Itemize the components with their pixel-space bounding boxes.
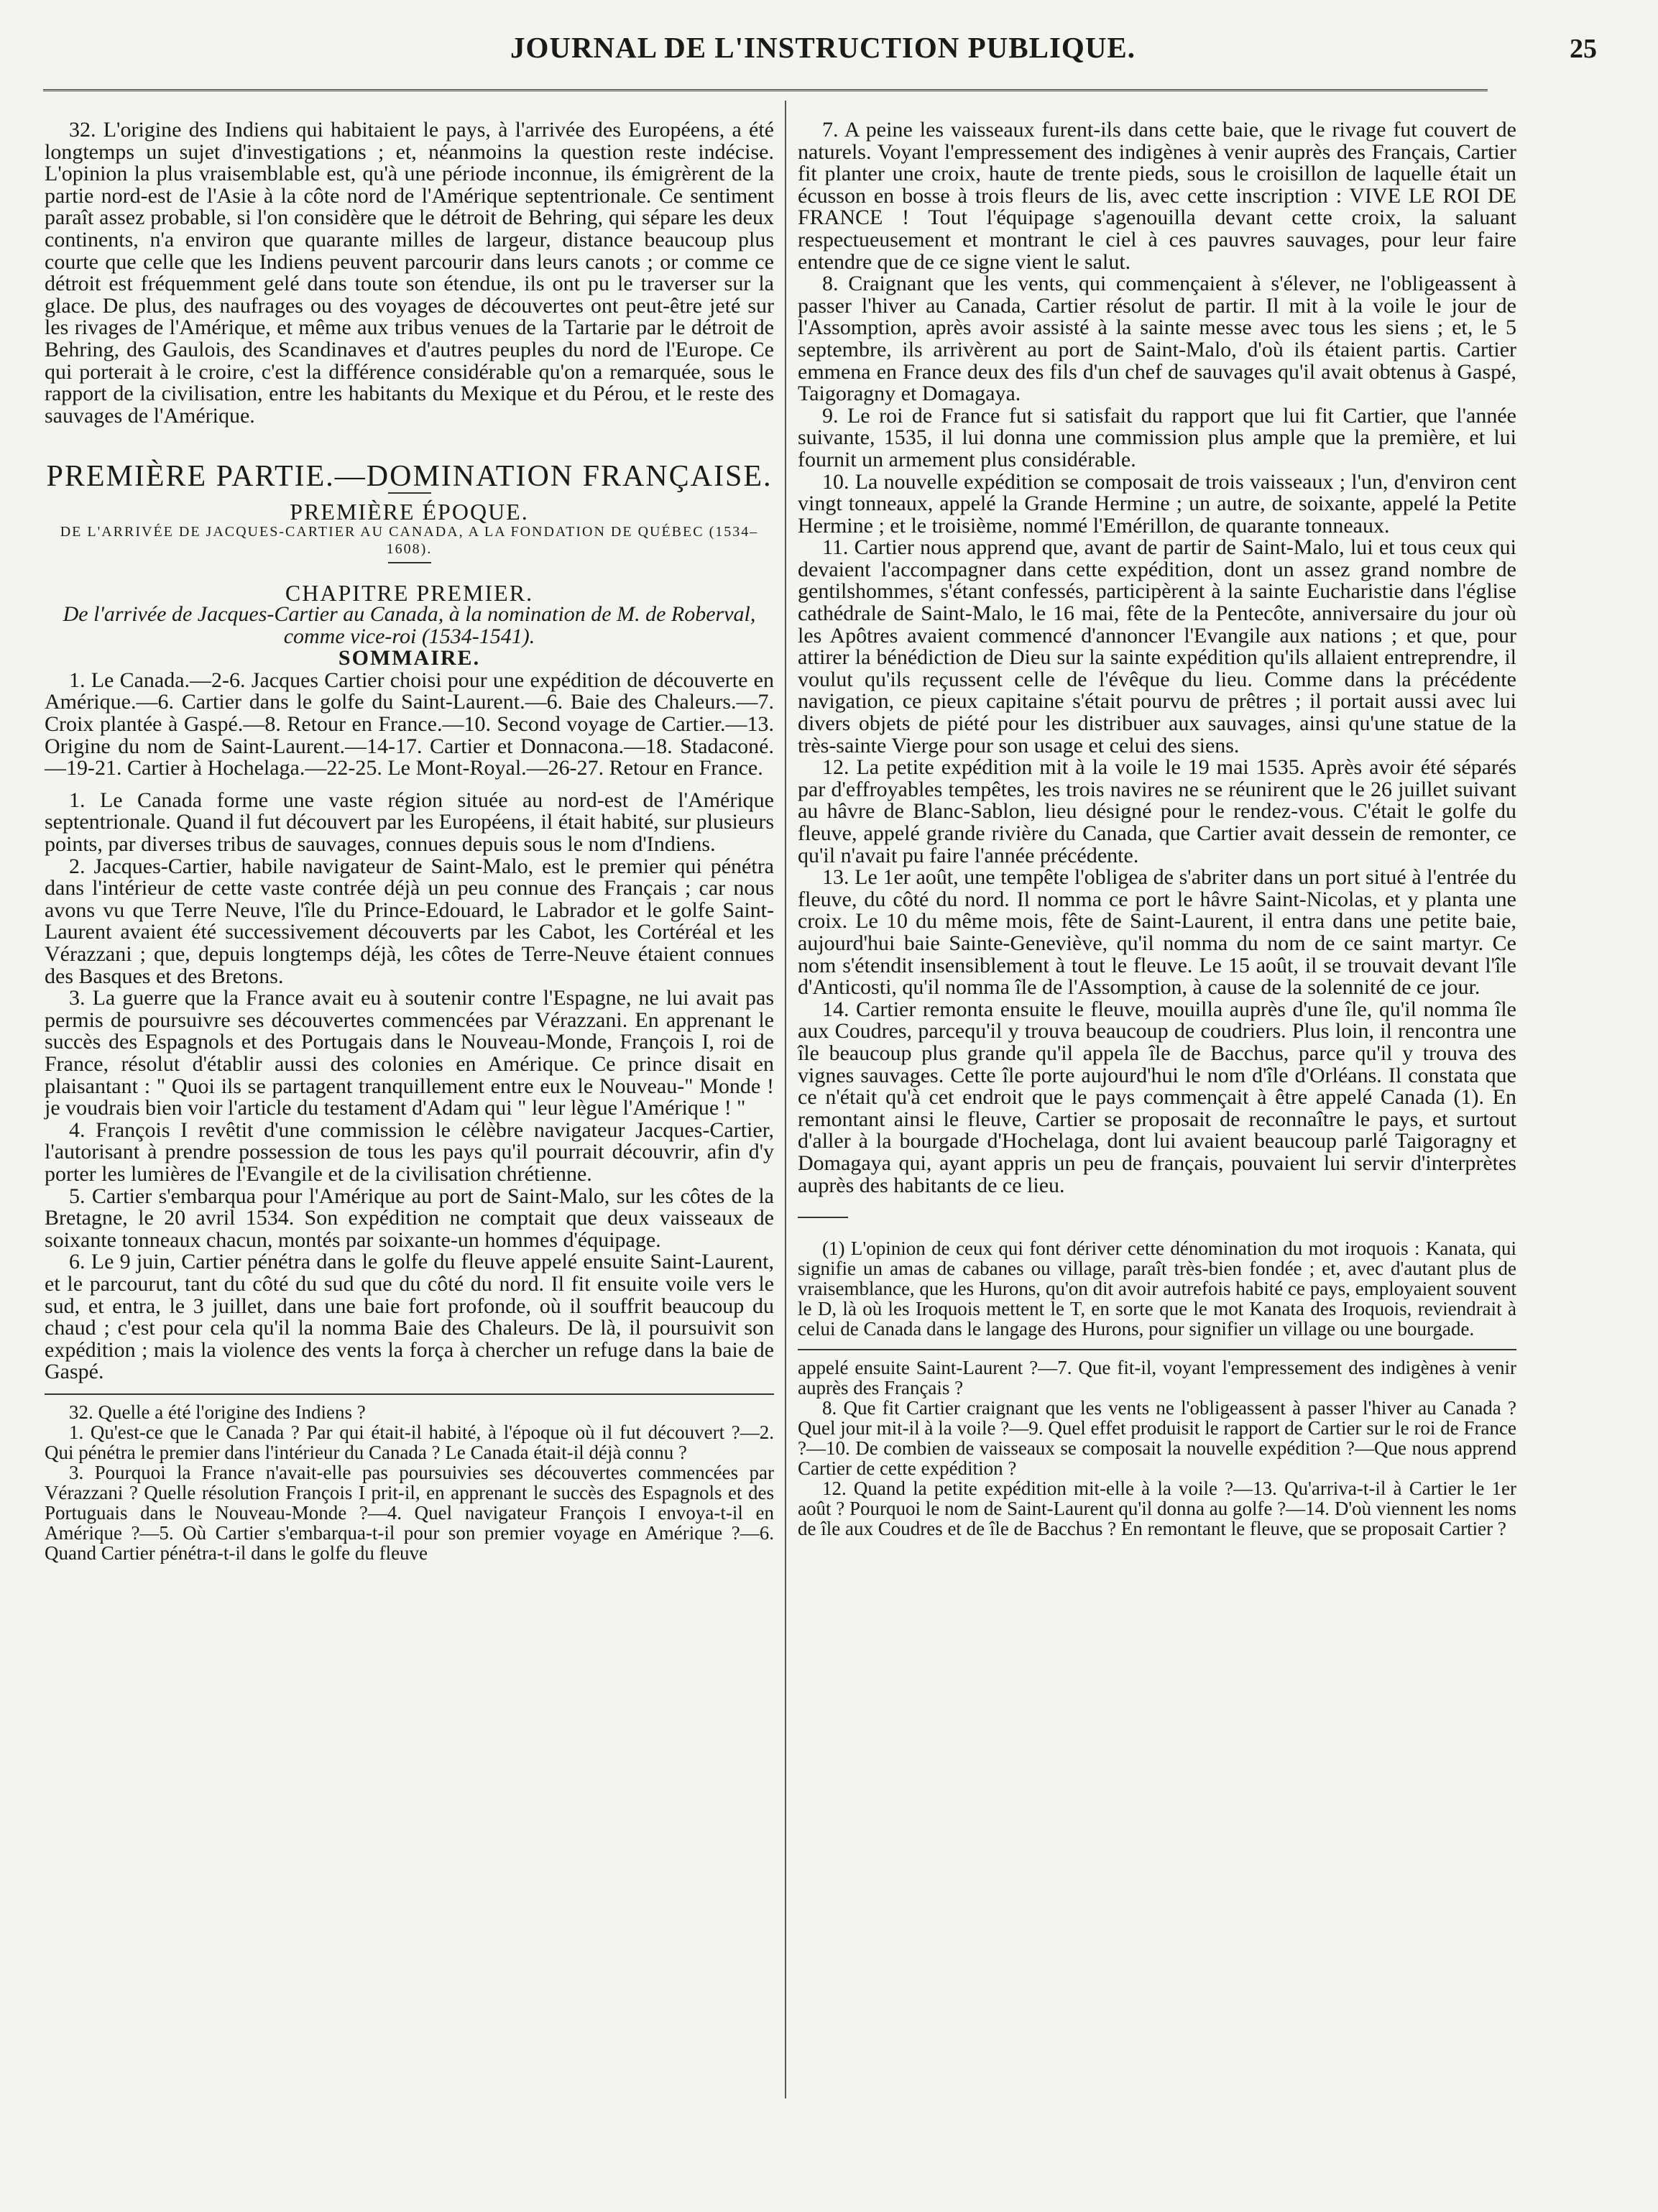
question-32: 32. Quelle a été l'origine des Indiens ?: [69, 1401, 366, 1423]
column-divider: [785, 101, 786, 2098]
page-number: 25: [1570, 34, 1597, 64]
journal-title: JOURNAL DE L'INSTRUCTION PUBLIQUE.: [510, 31, 1136, 64]
questions-3-6: 3. Pourquoi la France n'avait-elle pas poursuivies ses découvertes commencées par Vérazzani ? Quelle résolution François I prit-il, en apprenant le succès des Espagnols et des Portuguais dans le Nouveau-Monde ?—4. Quel navigateur François I envoya-t-il en Amérique ?—5. Où Cartier s'embarqua-t-il pour son premier voyage en Amérique ?—6. Quand Cartier pénétra-t-il dans le golfe du fleuve: [45, 1461, 774, 1564]
questions-12-14: 12. Quand la petite expédition mit-elle à la voile ?—13. Qu'arriva-t-il à Cartier le 1er août ? Pourquoi le nom de Saint-Laurent qu'il donna au golfe ?—14. D'où viennent les noms de île aux Coudres et de île de Bacchus ? En remontant le fleuve, que se proposait Cartier ?: [798, 1478, 1516, 1540]
part-title: PREMIÈRE PARTIE.—DOMINATION FRANÇAISE.: [46, 460, 773, 494]
chapter-title: CHAPITRE PREMIER.: [285, 579, 534, 606]
footnote: [798, 1238, 1516, 1339]
paragraph-10: 10. La nouvelle expédition se composait de trois vaisseaux ; l'un, d'environ cent vingt tonneaux, appelé la Grande Hermine ; un autre, de soixante, appelé la Petite Hermine ; et le troisième, nommé l'Emérillon, de quarante tonneaux.: [798, 469, 1516, 538]
page-header: [43, 30, 1603, 66]
header-rule: [43, 89, 1488, 91]
epoch-subtitle: DE L'ARRIVÉE DE JACQUES-CARTIER AU CANADA, A LA FONDATION DE QUÉBEC (1534–1608).: [60, 523, 759, 557]
questions-1-2: 1. Qu'est-ce que le Canada ? Par qui était-il habité, à l'époque où il fut découvert ?—2. Qui pénétra le premier dans l'intérieur du Canada ? Le Canada était-il déjà connu ?: [45, 1421, 774, 1463]
paragraph-3: 3. La guerre que la France avait eu à soutenir contre l'Espagne, ne lui avait pas permis de poursuivre ses découvertes commencées par Vérazzani. En apprenant le succès des Espagnols et des Portugais dans le Nouveau-Monde, François I, roi de France, résolut d'établir aussi des colonies en Amérique. Ce prince disait en plaisantant : " Quoi ils se partagent tranquillement entre eux le Nouveau-" Monde ! je voudrais bien voir l'article du testament d'Adam qui " leur lègue l'Amérique ! ": [45, 986, 774, 1120]
paragraph-12: 12. La petite expédition mit à la voile le 19 mai 1535. Après avoir été séparés par d'effroyables tempêtes, les trois navires ne se réunirent que le 26 juillet suivant au hâvre de Blanc-Sablon, lieu désigné pour le rendez-vous. C'était le golfe du fleuve, appelé grande rivière du Canada, que Cartier avait dessein de remonter, ce qu'il n'avait pu faire l'année précédente.: [798, 755, 1516, 867]
summary-title: SOMMAIRE.: [338, 646, 481, 670]
summary-text: 1. Le Canada.—2-6. Jacques Cartier choisi pour une expédition de découverte en Amérique.—6. Cartier dans le golfe du Saint-Laurent.—6. Baie des Chaleurs.—7. Croix plantée à Gaspé.—8. Retour en France.—10. Second voyage de Cartier.—13. Origine du nom de Saint-Laurent.—14-17. Cartier et Donnacona.—18. Stadaconé.—19-21. Cartier à Hochelaga.—22-25. Le Mont-Royal.—26-27. Retour en France.: [45, 668, 774, 780]
paragraph-6: 6. Le 9 juin, Cartier pénétra dans le golfe du fleuve appelé ensuite Saint-Laurent, et le parcourut, tant du côté du sud que du côté du nord. Il fit ensuite voile vers le sud, et entra, le 3 juillet, dans une baie fort profonde, où il souffrit beaucoup du chaud ; c'est pour cela qu'il la nomma Baie des Chaleurs. De là, il poursuivit son expédition ; mais la violence des vents la força à chercher un refuge dans la baie de Gaspé.: [45, 1250, 774, 1384]
paragraph-7: 7. A peine les vaisseaux furent-ils dans cette baie, que le rivage fut couvert de naturels. Voyant l'empressement des indigènes à venir auprès des Français, Cartier fit planter une croix, haute de trente pieds, sous le croisillon de laquelle était un écusson en bosse à trois fleurs de lis, avec cette inscription : VIVE LE ROI DE FRANCE ! Tout l'équipage s'agenouilla devant cette croix, la saluant respectueusement et montrant le ciel à ces pauvres sauvages, pour leur faire entendre que de ce signe vient le salut.: [798, 118, 1516, 274]
right-questions-rule: [798, 1349, 1516, 1350]
paragraph-11: 11. Cartier nous apprend que, avant de partir de Saint-Malo, lui et tous ceux qui devaient l'accompagner dans cette expédition, dont un assez grand nombre de gentilshommes, s'étant confessés, participèrent à la sainte Eucharistie dans l'église cathédrale de Saint-Malo, le 16 mai, fête de la Pentecôte, anniversaire du jour où les Apôtres avaient commencé d'annoncer l'Evangile aux nations ; et que, pour attirer la bénédiction de Dieu sur la sainte expédition qu'ils allaient entreprendre, il voulut qu'ils reçussent celle de l'évêque du lieu. Comme dans la précédente navigation, ce pieux capitaine s'était pourvu de prêtres ; il portait aussi avec lui divers objets de piété pour les distribuer aux sauvages, ainsi qu'une statue de la très-sainte Vierge pour son usage et celui des siens.: [798, 535, 1516, 757]
questions-6-7: appelé ensuite Saint-Laurent ?—7. Que fit-il, voyant l'empressement des indigènes à venir auprès des Français ?: [798, 1357, 1516, 1399]
questions-rule: [45, 1393, 774, 1395]
paragraph-9: 9. Le roi de France fut si satisfait du rapport que lui fit Cartier, que l'année suivante, 1535, il lui donna une commission plus ample que la première, et lui fournit un armement plus considérable.: [798, 403, 1516, 471]
paragraph-5: 5. Cartier s'embarqua pour l'Amérique au port de Saint-Malo, sur les côtes de la Bretagne, le 20 avril 1534. Son expédition ne comptait que deux vaisseaux de soixante tonneaux chacun, montés par soixante-un hommes d'équipage.: [45, 1184, 774, 1252]
paragraph-4: 4. François I revêtit d'une commission le célèbre navigateur Jacques-Cartier, l'autorisant à prendre possession de tous les pays qu'il pourrait découvrir, afin d'y porter les lumières de l'Evangile et de la civilisation chrétienne.: [45, 1117, 774, 1186]
footnote-rule: [798, 1217, 848, 1218]
questions-8-11: 8. Que fit Cartier craignant que les vents ne l'obligeassent à passer l'hiver au Canada ? Quel jour mit-il à la voile ?—9. Quel effet produisit le rapport de Cartier sur le roi de France ?—10. De combien de vaisseaux se composait la nouvelle expédition ?—Que nous apprend Cartier de cette expédition ?: [798, 1397, 1516, 1480]
footnote-1: (1) L'opinion de ceux qui font dériver cette dénomination du mot iroquois : Kanata, qui signifie un amas de cabanes ou village, paraît très-bien fondée ; et, avec d'autant plus de vraisemblance, que les Hurons, qu'on dit avoir autrefois habité ce pays, employaient souvent le D, là où les Iroquois mettent le T, en sorte que le mot Kanata des Iroquois, reviendrait à celui de Canada dans le langage des Hurons, pour signifier un village ou une bourgade.: [798, 1238, 1516, 1340]
paragraph-8: 8. Craignant que les vents, qui commençaient à s'élever, ne l'obligeassent à passer l'hiver au Canada, Cartier résolut de partir. Il mit à la voile le jour de l'Assomption, après avoir assisté à la sainte messe avec tous les siens ; et, le 5 septembre, ils arrivèrent au port de Saint-Malo, d'où ils étaient partis. Cartier emmena en France deux des fils d'un chef de sauvages qu'il avait obtenus à Gaspé, Taigoragny et Domagaya.: [798, 272, 1516, 406]
right-questions: [798, 1358, 1516, 1539]
paragraph-14: 14. Cartier remonta ensuite le fleuve, mouilla auprès d'une île, qu'il nomma île aux Coudres, parcequ'il y trouva beaucoup de coudriers. Plus loin, il rencontra une île beaucoup plus grande qu'il appela île de Bacchus, parce qu'il y trouva des vignes sauvages. Cette île porte aujourd'hui le nom d'île d'Orléans. Il constata que ce n'était qu'à cet endroit que le pays commençait à être appelé Canada (1). En remontant ainsi le fleuve, Cartier se proposait de reconnaître le pays, et surtout d'aller à la bourgade d'Hochelaga, dont lui avaient beaucoup parlé Taigoragny et Domagaya qui, ayant appris un peu de français, pouvaient lui servir d'interprètes auprès des habitants de ce lieu.: [798, 997, 1516, 1197]
paragraph-13: 13. Le 1er août, une tempête l'obligea de s'abriter dans un port situé à l'entrée du fleuve, du côté du nord. Il nomma ce port le hâvre Saint-Nicolas, et y planta une croix. Le 10 du même mois, fête de Saint-Laurent, il entra dans une petite baie, aujourd'hui baie Sainte-Geneviève, qu'il nomma du nom de ce saint martyr. Ce nom s'étendit insensiblement à tout le fleuve. Le 15 août, il se trouvait devant l'île d'Anticosti, qu'il nomma île de l'Assomption, à cause de la solennité de ce jour.: [798, 865, 1516, 1000]
chapter-subtitle: De l'arrivée de Jacques-Cartier au Canada, à la nomination de M. de Roberval, comme vice-roi (1534-1541).: [63, 602, 756, 648]
paragraph-1: 1. Le Canada forme une vaste région située au nord-est de l'Amérique septentrionale. Quand il fut découvert par les Européens, il était habité, sur plusieurs points, par diverses tribus de sauvages, connues depuis sous le nom d'Indiens.: [45, 788, 774, 857]
left-questions: [45, 1402, 774, 1563]
right-column: [798, 119, 1516, 1539]
paragraph-2: 2. Jacques-Cartier, habile navigateur de Saint-Malo, est le premier qui pénétra dans l'intérieur de cette vaste contrée déjà un peu connue des Français ; car nous avons vu que Terre Neuve, l'île du Prince-Edouard, le Labrador et le golfe Saint-Laurent avaient été successivement découverts par les Cabot, les Cortéréal et les Vérazzani ; que, depuis longtemps déjà, les côtes de Terre-Neuve étaient connues des Basques et des Bretons.: [45, 854, 774, 988]
intro-paragraph: 32. L'origine des Indiens qui habitaient le pays, à l'arrivée des Européens, a été longtemps un sujet d'investigations ; et, néanmoins la question reste indécise. L'opinion la plus vraisemblable est, qu'à une période inconnue, ils émigrèrent de la partie nord-est de l'Asie à la côte nord de l'Amérique septentrionale. Ce sentiment paraît assez probable, si l'on considère que le détroit de Behring, qui sépare les deux continents, n'a environ que quarante milles de largeur, distance beaucoup plus courte que celle que les Indiens peuvent parcourir dans leurs canots ; or comme ce détroit est fréquemment gelé dans toute son étendue, ils ont pu le traverser sur la glace. De plus, des naufrages ou des voyages de découvertes ont peut-être jeté sur les rivages de l'Amérique, et même aux tribus venues de la Tartarie par le détroit de Behring, des Gaulois, des Scandinaves et d'autres peuples du nord de l'Europe. Ce qui porterait à le croire, c'est la différence considérable qu'on a remarquée, sous le rapport de la civilisation, entre les habitants du Mexique et du Pérou, et le reste des sauvages de l'Amérique.: [45, 118, 774, 428]
epoch-title: PREMIÈRE ÉPOQUE.: [290, 498, 529, 525]
left-column: [45, 119, 774, 1563]
epoch-rule: [388, 562, 431, 563]
